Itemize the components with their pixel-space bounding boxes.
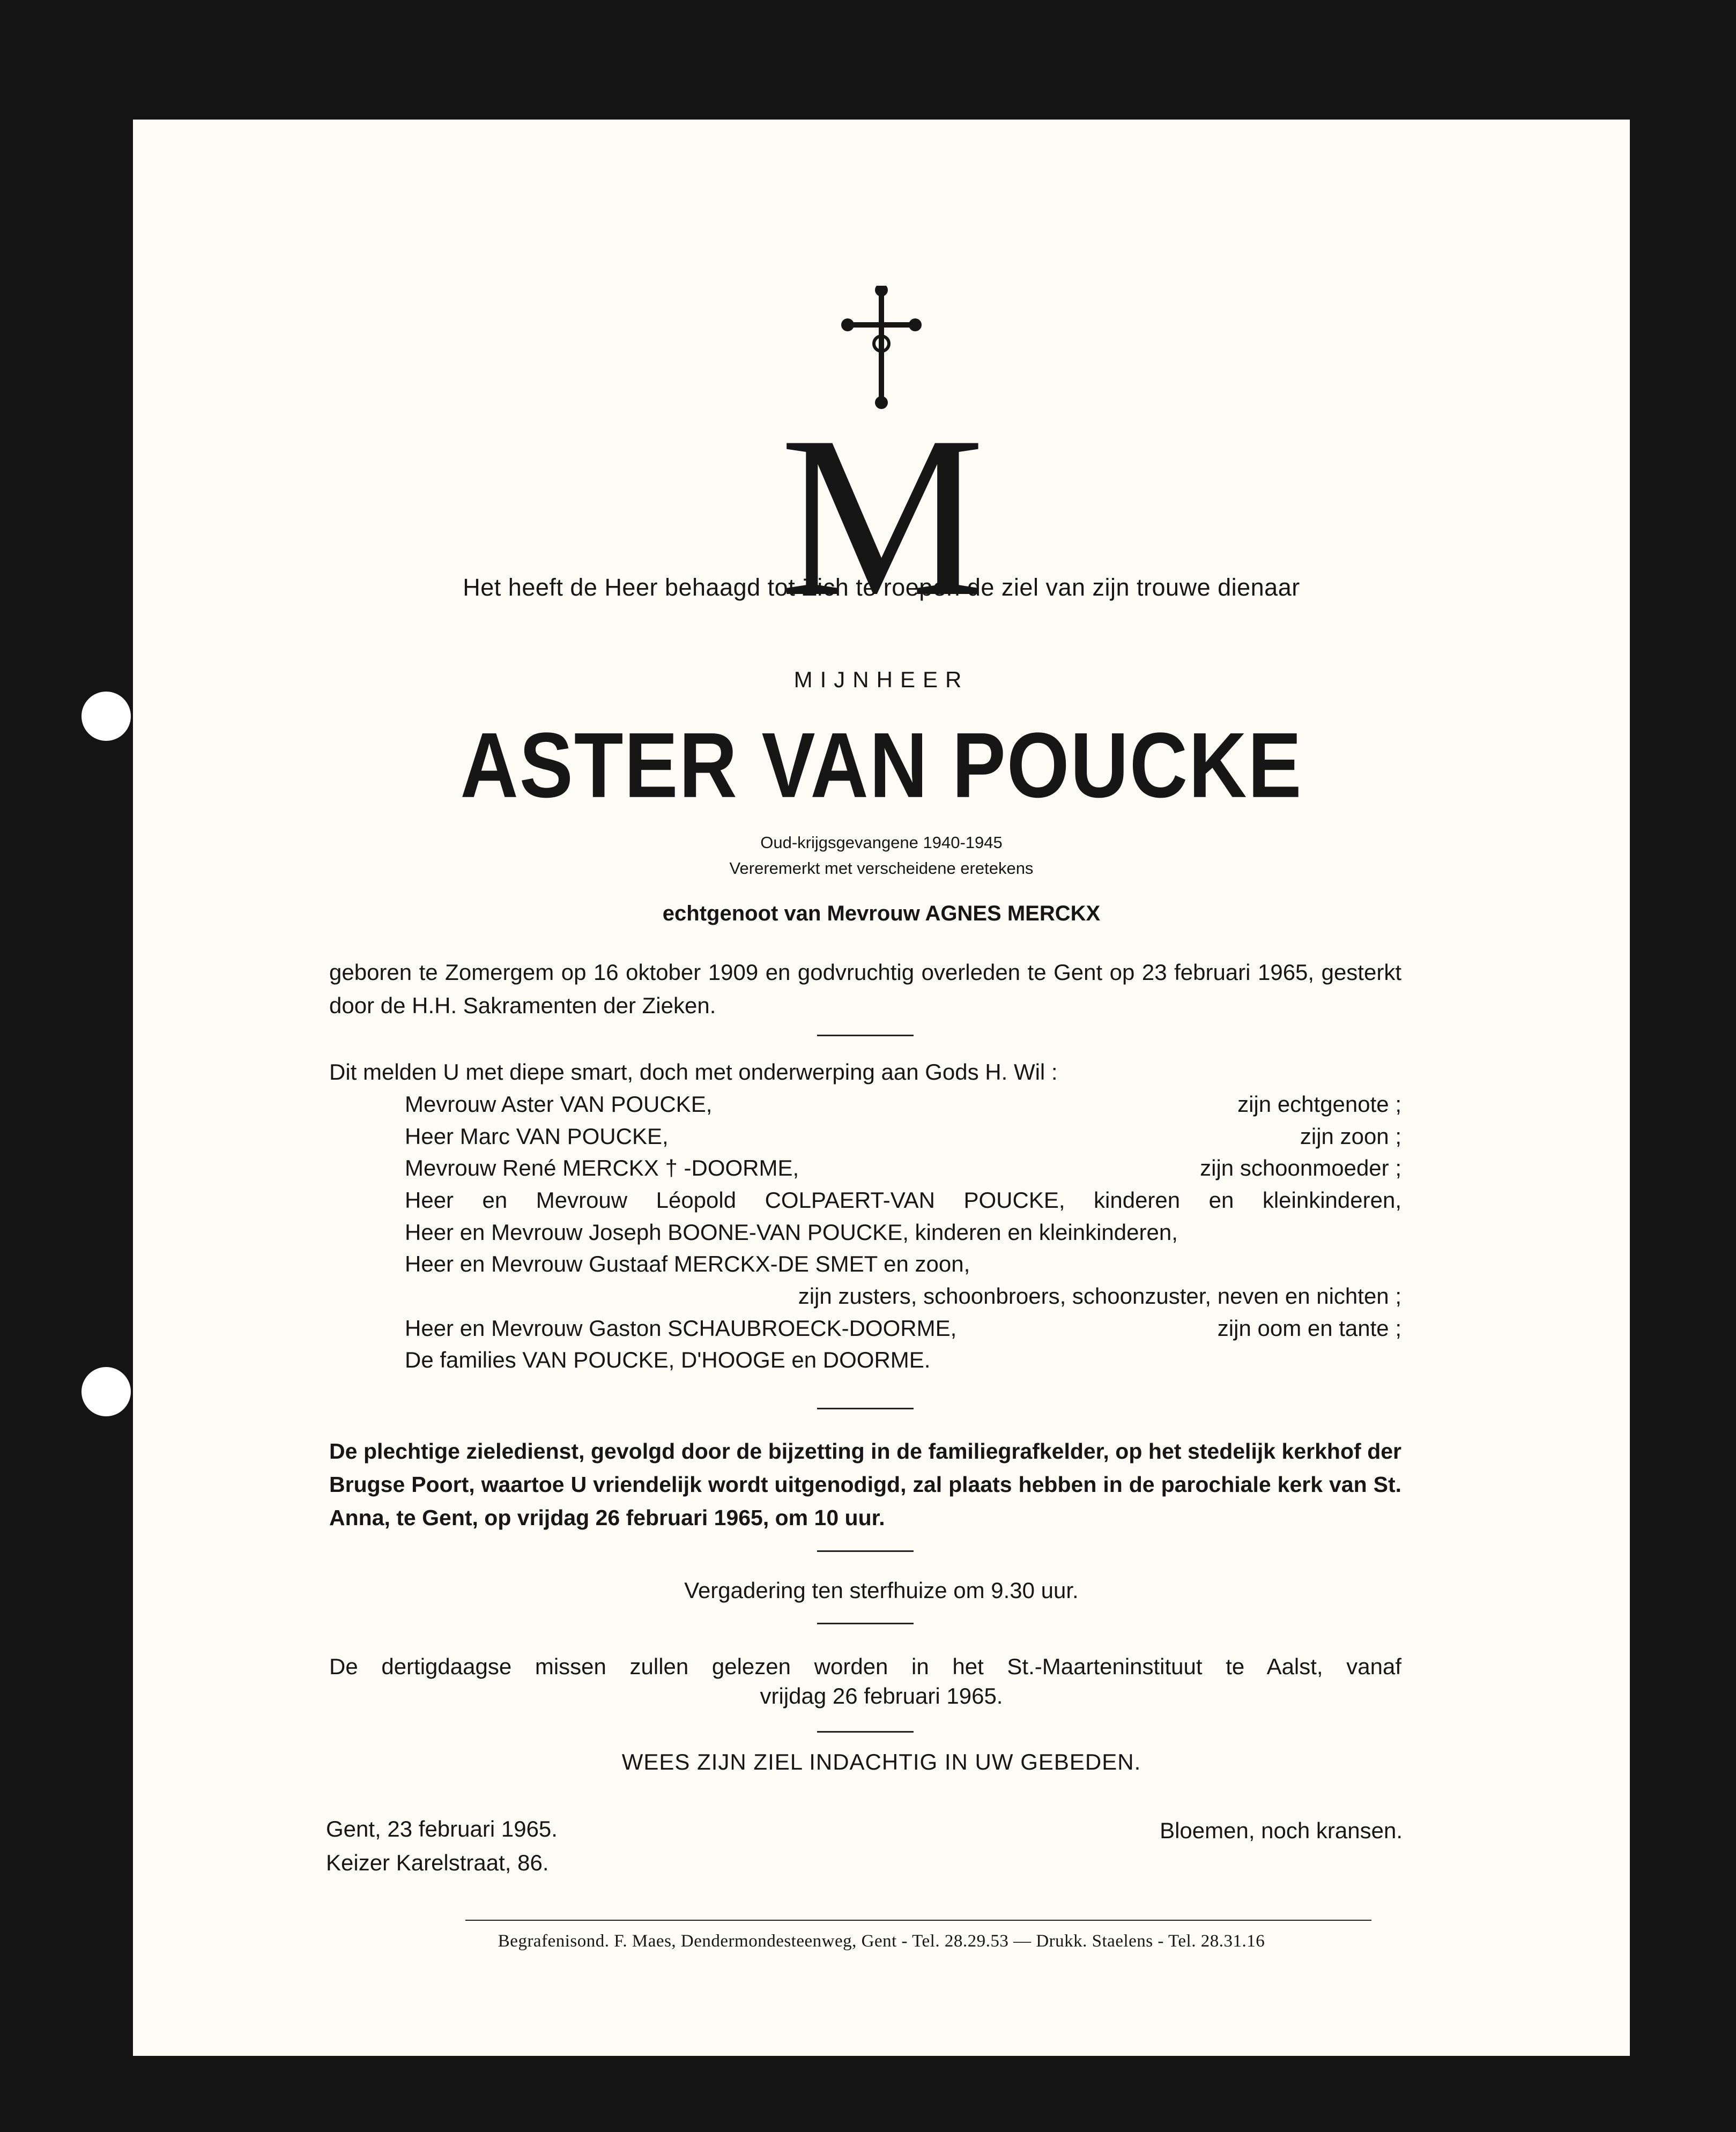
family-relation: zijn zoon ; xyxy=(1300,1124,1401,1149)
family-row xyxy=(405,1283,1401,1316)
family-row xyxy=(405,1155,1401,1187)
family-relation: zijn echtgenote ; xyxy=(1237,1091,1401,1117)
binder-hole-bottom xyxy=(81,1367,131,1416)
subtitle-pow: Oud-krijgsgevangene 1940-1945 xyxy=(760,833,1003,852)
family-row xyxy=(405,1187,1401,1220)
deceased-name: ASTER VAN POUCKE xyxy=(460,713,1303,817)
meeting-line: Vergadering ten sterfhuize om 9.30 uur. xyxy=(684,1578,1079,1603)
divider-3 xyxy=(817,1550,914,1552)
family-name: Heer Marc VAN POUCKE, xyxy=(405,1124,669,1149)
family-name: Heer en Mevrouw Gaston SCHAUBROECK-DOORME, xyxy=(405,1316,957,1341)
ceremony-paragraph: De plechtige zieledienst, gevolgd door de bijzetting in de familiegrafkelder, op het stedelijk kerkhof der Brugse Poort, waartoe U vriendelijk wordt uitgenodigd, zal plaats hebben in de parochiale kerk van St. Anna, te Gent, op vrijdag 26 februari 1965, om 10 uur. xyxy=(329,1439,1401,1530)
salutation-title: MIJNHEER xyxy=(793,667,969,692)
divider-2 xyxy=(817,1408,914,1409)
prayer-line: WEES ZIJN ZIEL INDACHTIG IN UW GEBEDEN. xyxy=(621,1749,1141,1774)
binder-hole-top xyxy=(81,692,131,741)
family-name: De families VAN POUCKE, D'HOOGE en DOORME. xyxy=(405,1347,931,1372)
family-row xyxy=(405,1220,1401,1252)
monogram-letter: M xyxy=(780,389,985,607)
divider-5 xyxy=(817,1731,914,1733)
intro-text: Het heeft de Heer behaagd tot Zich te roepen de ziel van zijn trouwe dienaar xyxy=(463,574,1300,601)
divider-4 xyxy=(817,1623,914,1624)
masses-line-2: vrijdag 26 februari 1965. xyxy=(760,1683,1003,1708)
family-name: Heer en Mevrouw Léopold COLPAERT-VAN POUCKE, kinderen en kleinkinderen, xyxy=(405,1187,1401,1213)
marian-monogram-icon xyxy=(770,286,995,607)
family-name: Heer en Mevrouw Joseph BOONE-VAN POUCKE, kinderen en kleinkinderen, xyxy=(405,1220,1178,1245)
family-relation: zijn oom en tante ; xyxy=(1217,1316,1401,1341)
family-row xyxy=(405,1251,1401,1283)
printer-credits: Begrafenisond. F. Maes, Dendermondesteenweg, Gent - Tel. 28.29.53 — Drukk. Staelens - Tel. 28.31.16 xyxy=(498,1932,1265,1951)
subtitle-decorations: Vereremerkt met verscheidene eretekens xyxy=(729,859,1034,878)
birth-death-paragraph: geboren te Zomergem op 16 oktober 1909 en godvruchtig overleden te Gent op 23 februari 1965, gesterkt door de H.H. Sakramenten der Zieken. xyxy=(329,960,1401,1018)
mourning-card xyxy=(133,120,1630,2056)
family-row xyxy=(405,1091,1401,1124)
family-name: Mevrouw Aster VAN POUCKE, xyxy=(405,1091,713,1117)
family-relation: zijn zusters, schoonbroers, schoonzuster, neven en nichten ; xyxy=(798,1283,1401,1309)
address: Keizer Karelstraat, 86. xyxy=(326,1850,549,1875)
footer-rule xyxy=(465,1920,1371,1921)
family-row xyxy=(405,1347,1401,1379)
family-intro: Dit melden U met diepe smart, doch met onderwerping aan Gods H. Wil : xyxy=(329,1059,1058,1084)
family-row xyxy=(405,1316,1401,1348)
family-relation: zijn schoonmoeder ; xyxy=(1200,1155,1401,1180)
divider-1 xyxy=(817,1035,914,1036)
place-date: Gent, 23 februari 1965. xyxy=(326,1816,558,1841)
family-name: Heer en Mevrouw Gustaaf MERCKX-DE SMET en zoon, xyxy=(405,1251,970,1276)
family-row xyxy=(405,1124,1401,1156)
masses-line-1: De dertigdaagse missen zullen gelezen worden in het St.-Maarteninstituut te Aalst, vanaf xyxy=(329,1654,1401,1679)
flowers-note: Bloemen, noch kransen. xyxy=(1160,1818,1403,1843)
family-name: Mevrouw René MERCKX † -DOORME, xyxy=(405,1155,799,1180)
spouse-line: echtgenoot van Mevrouw AGNES MERCKX xyxy=(662,902,1101,925)
